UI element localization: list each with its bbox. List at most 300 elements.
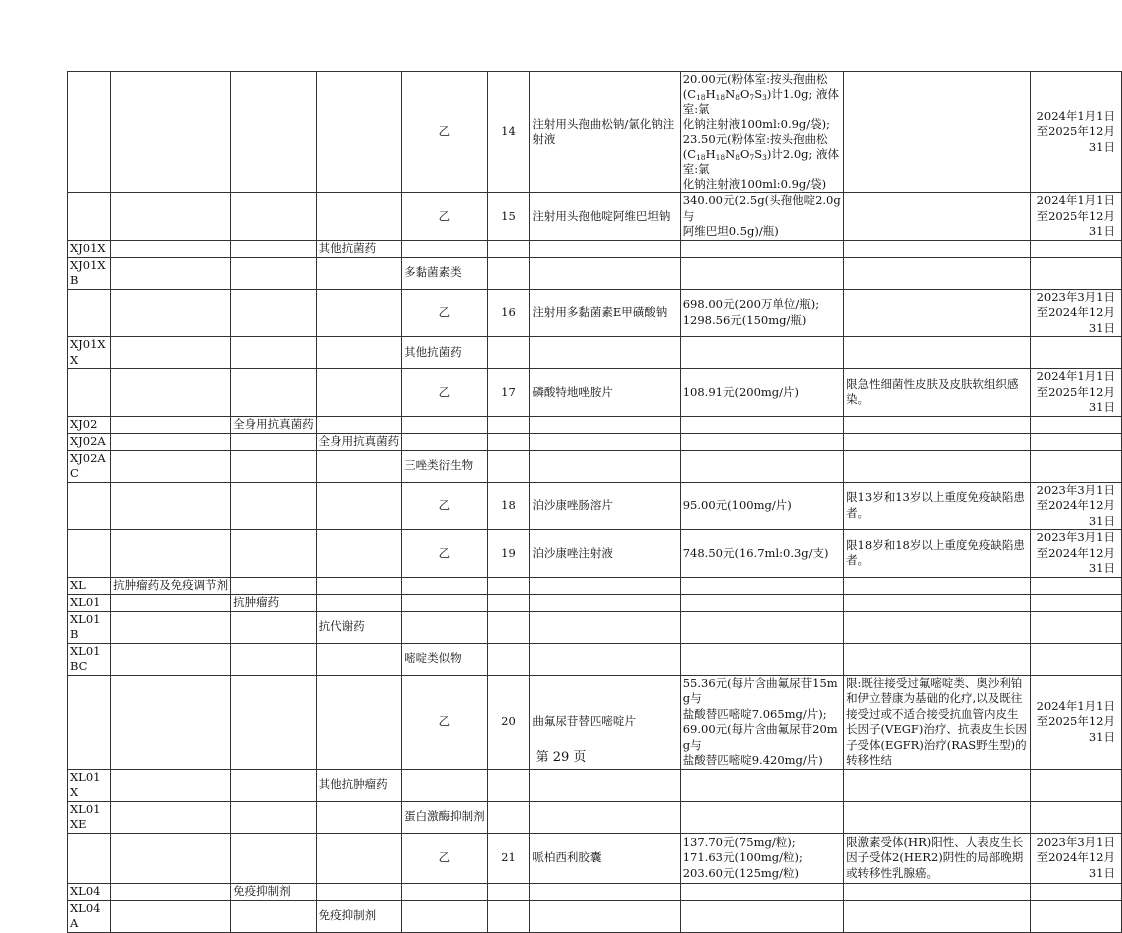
empty-cell <box>1031 416 1122 433</box>
empty-cell <box>530 643 680 675</box>
category-name <box>316 433 402 450</box>
price-text: S <box>754 147 763 161</box>
empty-cell <box>316 883 402 900</box>
formula-subscript: 7 <box>749 93 755 102</box>
category-row <box>68 337 1122 369</box>
category-code: XL <box>70 577 86 592</box>
drug-catalog-table <box>67 71 1122 933</box>
empty-cell <box>316 369 402 417</box>
price-text: 1298.56元(150mg/瓶) <box>682 312 807 327</box>
code-cell <box>68 240 111 257</box>
empty-cell <box>680 801 843 833</box>
drug-number-cell: 20 <box>487 675 530 769</box>
drug-name-cell: 泊沙康唑肠溶片 <box>530 482 680 530</box>
empty-cell <box>680 416 843 433</box>
price-line <box>683 87 841 117</box>
drug-category-cell: 乙 <box>402 289 488 337</box>
price-line <box>683 147 841 177</box>
drug-validity-cell: 2024年1月1日至2025年12月31日 <box>1031 369 1122 417</box>
price-line <box>683 385 841 401</box>
category-label: 全身用抗真菌药 <box>318 433 400 448</box>
category-row <box>68 416 1122 433</box>
price-text: 698.00元(200万单位/瓶); <box>682 297 820 312</box>
empty-cell <box>111 482 231 530</box>
empty-cell <box>844 257 1031 289</box>
empty-cell <box>487 611 530 643</box>
category-label: 多黏菌素类 <box>404 265 462 280</box>
drug-name-cell: 磷酸特地唑胺片 <box>530 369 680 417</box>
empty-cell <box>487 450 530 482</box>
empty-cell <box>1031 433 1122 450</box>
empty-cell <box>402 416 488 433</box>
price-text: O <box>739 87 750 101</box>
empty-cell <box>402 240 488 257</box>
empty-cell <box>487 594 530 611</box>
category-label: 其他抗菌药 <box>404 344 462 359</box>
empty-cell <box>487 900 530 932</box>
category-code: XL01X <box>70 769 101 799</box>
empty-cell <box>316 577 402 594</box>
empty-cell <box>1031 883 1122 900</box>
empty-cell <box>680 769 843 801</box>
empty-cell <box>1031 900 1122 932</box>
drug-price-cell <box>680 72 843 193</box>
empty-cell <box>844 240 1031 257</box>
category-label: 其他抗菌药 <box>318 240 377 255</box>
category-label: 抗代谢药 <box>318 619 365 634</box>
drug-price-cell <box>680 369 843 417</box>
category-row <box>68 594 1122 611</box>
empty-cell <box>402 577 488 594</box>
empty-cell <box>316 643 402 675</box>
empty-cell <box>316 193 402 241</box>
price-text: 盐酸替匹嘧啶9.420mg/片) <box>682 753 823 767</box>
price-line <box>683 707 841 723</box>
drug-restriction-cell: 限18岁和18岁以上重度免疫缺陷患者。 <box>844 530 1031 578</box>
drug-price-cell <box>680 289 843 337</box>
empty-cell <box>680 433 843 450</box>
empty-cell <box>68 530 111 578</box>
empty-cell <box>1031 643 1122 675</box>
category-code: XJ02AC <box>70 450 106 480</box>
empty-cell <box>530 416 680 433</box>
empty-cell <box>111 643 231 675</box>
category-code: XL04A <box>70 900 101 930</box>
price-line <box>683 132 841 147</box>
code-cell <box>68 883 111 900</box>
category-name <box>316 240 402 257</box>
price-line <box>683 177 841 192</box>
page-footer: 第 29 页 <box>535 750 587 765</box>
drug-validity-cell: 2023年3月1日至2024年12月31日 <box>1031 482 1122 530</box>
drug-validity-cell: 2024年1月1日至2025年12月31日 <box>1031 193 1122 241</box>
empty-cell <box>844 900 1031 932</box>
price-line <box>683 835 841 851</box>
empty-cell <box>68 289 111 337</box>
drug-number-cell: 21 <box>487 833 530 883</box>
price-text: 340.00元(2.5g(头孢他啶2.0g与 <box>682 193 841 223</box>
empty-cell <box>111 769 231 801</box>
empty-cell <box>231 643 317 675</box>
formula-subscript: 18 <box>696 93 706 102</box>
code-cell <box>68 643 111 675</box>
empty-cell <box>680 643 843 675</box>
drug-restriction-cell <box>844 193 1031 241</box>
formula-subscript: 8 <box>735 93 740 102</box>
price-line <box>683 117 841 132</box>
price-text: N <box>725 147 736 161</box>
empty-cell <box>402 900 488 932</box>
price-text: S <box>754 87 763 101</box>
empty-cell <box>231 577 317 594</box>
empty-cell <box>680 883 843 900</box>
category-code: XJ01XB <box>70 257 106 287</box>
code-cell <box>68 577 111 594</box>
empty-cell <box>844 577 1031 594</box>
price-text: 748.50元(16.7ml:0.3g/支) <box>682 545 829 560</box>
empty-cell <box>231 433 317 450</box>
price-text: 108.91元(200mg/片) <box>682 384 800 399</box>
empty-cell <box>231 193 317 241</box>
drug-number-cell: 19 <box>487 530 530 578</box>
empty-cell <box>487 577 530 594</box>
price-line <box>683 313 841 329</box>
drug-name-cell: 曲氟尿苷替匹嘧啶片 <box>530 675 680 769</box>
price-text: 171.63元(100mg/粒); <box>682 850 803 865</box>
empty-cell <box>68 833 111 883</box>
empty-cell <box>487 883 530 900</box>
empty-cell <box>530 337 680 369</box>
category-name <box>402 257 488 289</box>
drug-validity-cell: 2024年1月1日至2025年12月31日 <box>1031 72 1122 193</box>
price-text: )计2.0g; 液体室:氯 <box>682 147 840 176</box>
drug-price-cell <box>680 530 843 578</box>
price-text: )计1.0g; 液体室:氯 <box>682 87 840 116</box>
drug-category-cell: 乙 <box>402 72 488 193</box>
formula-subscript: 7 <box>749 153 755 162</box>
empty-cell <box>487 257 530 289</box>
empty-cell <box>316 833 402 883</box>
drug-category-cell: 乙 <box>402 833 488 883</box>
empty-cell <box>111 530 231 578</box>
empty-cell <box>111 433 231 450</box>
formula-subscript: 18 <box>696 153 706 162</box>
drug-name-cell: 泊沙康唑注射液 <box>530 530 680 578</box>
drug-restriction-cell: 限:既往接受过氟嘧啶类、奥沙利铂和伊立替康为基础的化疗,以及既往接受过或不适合接受抗血管内皮生长因子(VEGF)治疗、抗表皮生长因子受体(EGFR)治疗(RAS野生型)的转移性结 <box>844 675 1031 769</box>
drug-name-cell: 注射用头孢他啶阿维巴坦钠 <box>530 193 680 241</box>
empty-cell <box>680 900 843 932</box>
empty-cell <box>487 433 530 450</box>
drug-validity-cell: 2024年1月1日至2025年12月31日 <box>1031 675 1122 769</box>
category-row <box>68 240 1122 257</box>
empty-cell <box>680 577 843 594</box>
empty-cell <box>316 289 402 337</box>
category-code: XL01XE <box>70 801 101 831</box>
drug-row <box>68 193 1122 241</box>
price-text: O <box>739 147 750 161</box>
price-text: 化钠注射液100ml:0.9g/袋); <box>682 117 831 131</box>
empty-cell <box>68 72 111 193</box>
empty-cell <box>1031 769 1122 801</box>
drug-category-cell: 乙 <box>402 193 488 241</box>
empty-cell <box>316 530 402 578</box>
empty-cell <box>844 611 1031 643</box>
category-label: 其他抗肿瘤药 <box>318 777 388 792</box>
empty-cell <box>231 482 317 530</box>
price-text: 20.00元(粉体室:按头孢曲松 <box>682 72 828 86</box>
empty-cell <box>111 337 231 369</box>
empty-cell <box>111 801 231 833</box>
drug-restriction-cell: 限13岁和13岁以上重度免疫缺陷患者。 <box>844 482 1031 530</box>
category-row <box>68 883 1122 900</box>
empty-cell <box>111 193 231 241</box>
category-code: XJ02A <box>70 433 106 448</box>
category-label: 免疫抑制剂 <box>233 883 291 898</box>
price-text: 95.00元(100mg/片) <box>682 498 792 512</box>
price-line <box>683 224 841 240</box>
empty-cell <box>680 450 843 482</box>
empty-cell <box>111 257 231 289</box>
category-name <box>402 450 488 482</box>
empty-cell <box>530 769 680 801</box>
category-row <box>68 450 1122 482</box>
category-label: 抗肿瘤药 <box>233 594 280 609</box>
price-text: H <box>705 147 716 161</box>
empty-cell <box>111 883 231 900</box>
category-name <box>231 883 317 900</box>
category-name <box>111 577 231 594</box>
code-cell <box>68 433 111 450</box>
drug-number-cell: 17 <box>487 369 530 417</box>
drug-category-cell: 乙 <box>402 482 488 530</box>
empty-cell <box>1031 337 1122 369</box>
drug-name-cell: 哌柏西利胶囊 <box>530 833 680 883</box>
drug-validity-cell: 2023年3月1日至2024年12月31日 <box>1031 833 1122 883</box>
drug-validity-cell: 2023年3月1日至2024年12月31日 <box>1031 289 1122 337</box>
category-code: XL01 <box>70 594 101 609</box>
category-label: 全身用抗真菌药 <box>233 416 314 431</box>
empty-cell <box>231 833 317 883</box>
category-row <box>68 643 1122 675</box>
category-row <box>68 433 1122 450</box>
category-code: XL04 <box>70 883 101 898</box>
drug-number-cell: 18 <box>487 482 530 530</box>
empty-cell <box>111 240 231 257</box>
empty-cell <box>1031 611 1122 643</box>
empty-cell <box>231 289 317 337</box>
price-line <box>683 498 841 514</box>
price-line <box>683 866 841 882</box>
price-text: 化钠注射液100ml:0.9g/袋) <box>682 177 827 191</box>
empty-cell <box>844 450 1031 482</box>
drug-validity-cell: 2023年3月1日至2024年12月31日 <box>1031 530 1122 578</box>
empty-cell <box>402 769 488 801</box>
empty-cell <box>402 611 488 643</box>
price-text: N <box>725 87 736 101</box>
code-cell <box>68 257 111 289</box>
category-row <box>68 801 1122 833</box>
formula-subscript: 18 <box>715 153 726 162</box>
empty-cell <box>402 433 488 450</box>
empty-cell <box>231 611 317 643</box>
formula-subscript: 3 <box>762 153 767 162</box>
drug-restriction-cell <box>844 289 1031 337</box>
code-cell <box>68 416 111 433</box>
empty-cell <box>530 450 680 482</box>
empty-cell <box>680 337 843 369</box>
price-line <box>683 676 841 707</box>
empty-cell <box>231 337 317 369</box>
drug-name-cell: 注射用多黏菌素E甲磺酸钠 <box>530 289 680 337</box>
empty-cell <box>530 801 680 833</box>
empty-cell <box>487 240 530 257</box>
drug-row <box>68 482 1122 530</box>
empty-cell <box>231 72 317 193</box>
empty-cell <box>316 416 402 433</box>
empty-cell <box>231 369 317 417</box>
empty-cell <box>111 416 231 433</box>
empty-cell <box>111 289 231 337</box>
price-line <box>683 72 841 87</box>
price-text: H <box>705 87 716 101</box>
code-cell <box>68 769 111 801</box>
empty-cell <box>1031 240 1122 257</box>
empty-cell <box>316 257 402 289</box>
empty-cell <box>231 450 317 482</box>
category-code: XL01B <box>70 611 101 641</box>
empty-cell <box>111 833 231 883</box>
empty-cell <box>1031 594 1122 611</box>
empty-cell <box>231 769 317 801</box>
category-label: 嘧啶类似物 <box>404 651 462 666</box>
drug-price-cell <box>680 833 843 883</box>
code-cell <box>68 611 111 643</box>
drug-row <box>68 289 1122 337</box>
empty-cell <box>844 433 1031 450</box>
empty-cell <box>844 643 1031 675</box>
price-text: (C <box>682 147 697 161</box>
price-line <box>683 546 841 562</box>
empty-cell <box>111 900 231 932</box>
code-cell <box>68 801 111 833</box>
drug-category-cell: 乙 <box>402 369 488 417</box>
code-cell <box>68 450 111 482</box>
empty-cell <box>844 337 1031 369</box>
category-label: 抗肿瘤药及免疫调节剂 <box>113 577 229 592</box>
empty-cell <box>1031 801 1122 833</box>
formula-subscript: 8 <box>735 153 740 162</box>
price-text: 23.50元(粉体室:按头孢曲松 <box>682 132 828 146</box>
empty-cell <box>844 416 1031 433</box>
category-name <box>316 611 402 643</box>
category-code: XJ01X <box>70 240 106 255</box>
empty-cell <box>530 240 680 257</box>
category-name <box>231 416 317 433</box>
empty-cell <box>231 240 317 257</box>
category-row <box>68 577 1122 594</box>
category-code: XJ01XX <box>70 337 106 367</box>
drug-number-cell: 16 <box>487 289 530 337</box>
empty-cell <box>231 530 317 578</box>
empty-cell <box>530 611 680 643</box>
empty-cell <box>68 193 111 241</box>
empty-cell <box>316 337 402 369</box>
category-row <box>68 900 1122 932</box>
drug-restriction-cell: 限急性细菌性皮肤及皮肤软组织感染。 <box>844 369 1031 417</box>
empty-cell <box>316 482 402 530</box>
empty-cell <box>316 450 402 482</box>
category-row <box>68 257 1122 289</box>
price-text: 137.70元(75mg/粒); <box>682 834 796 849</box>
drug-number-cell: 15 <box>487 193 530 241</box>
price-line <box>683 850 841 866</box>
formula-subscript: 18 <box>715 93 726 102</box>
category-name <box>402 643 488 675</box>
category-row <box>68 611 1122 643</box>
empty-cell <box>530 577 680 594</box>
empty-cell <box>1031 577 1122 594</box>
empty-cell <box>844 769 1031 801</box>
empty-cell <box>1031 450 1122 482</box>
empty-cell <box>680 594 843 611</box>
empty-cell <box>111 611 231 643</box>
empty-cell <box>487 801 530 833</box>
empty-cell <box>68 369 111 417</box>
drug-row <box>68 530 1122 578</box>
empty-cell <box>231 257 317 289</box>
empty-cell <box>844 594 1031 611</box>
empty-cell <box>530 900 680 932</box>
empty-cell <box>111 450 231 482</box>
empty-cell <box>1031 257 1122 289</box>
drug-row <box>68 72 1122 193</box>
empty-cell <box>487 416 530 433</box>
empty-cell <box>487 337 530 369</box>
drug-row <box>68 369 1122 417</box>
drug-price-cell <box>680 193 843 241</box>
price-line <box>683 297 841 313</box>
empty-cell <box>530 433 680 450</box>
category-name <box>402 337 488 369</box>
formula-subscript: 3 <box>762 93 767 102</box>
category-label: 免疫抑制剂 <box>318 908 377 923</box>
category-label: 三唑类衍生物 <box>404 458 474 473</box>
empty-cell <box>680 257 843 289</box>
drug-restriction-cell: 限激素受体(HR)阳性、人表皮生长因子受体2(HER2)阴性的局部晚期或转移性乳腺癌。 <box>844 833 1031 883</box>
code-cell <box>68 594 111 611</box>
empty-cell <box>316 801 402 833</box>
code-cell <box>68 900 111 932</box>
empty-cell <box>530 594 680 611</box>
empty-cell <box>530 257 680 289</box>
empty-cell <box>402 883 488 900</box>
category-name <box>231 594 317 611</box>
empty-cell <box>680 611 843 643</box>
empty-cell <box>680 240 843 257</box>
empty-cell <box>111 594 231 611</box>
price-line <box>683 193 841 224</box>
price-text: 阿维巴坦0.5g)/瓶) <box>682 224 779 238</box>
empty-cell <box>844 801 1031 833</box>
price-text: 55.36元(每片含曲氟尿苷15mg与 <box>682 675 838 705</box>
category-label: 蛋白激酶抑制剂 <box>404 809 485 824</box>
empty-cell <box>487 769 530 801</box>
category-code: XL01BC <box>70 643 101 673</box>
empty-cell <box>231 900 317 932</box>
category-name <box>402 801 488 833</box>
price-text: (C <box>682 87 697 101</box>
empty-cell <box>316 72 402 193</box>
